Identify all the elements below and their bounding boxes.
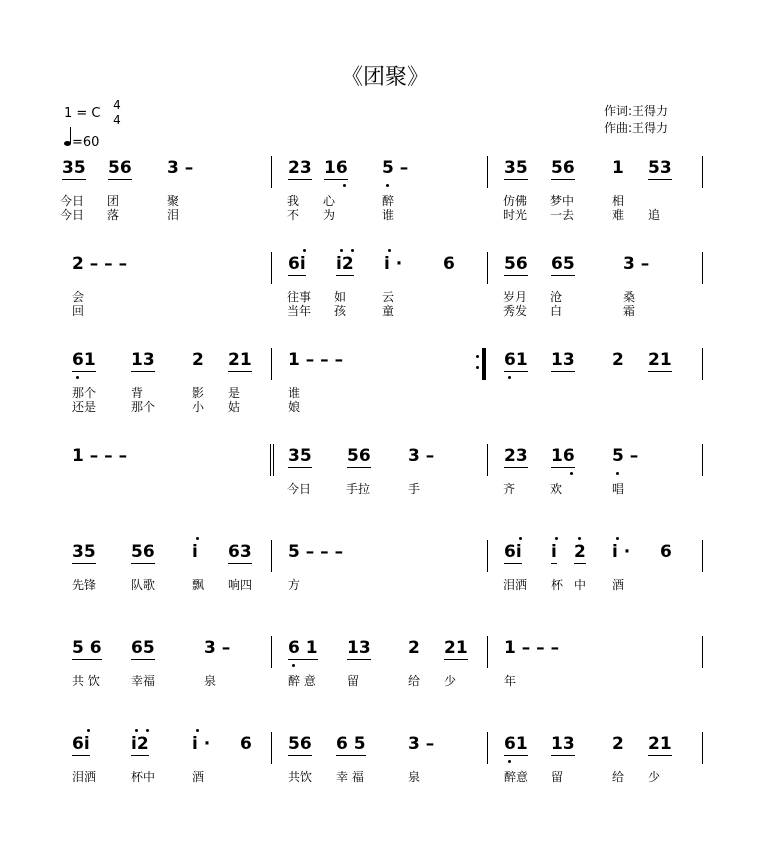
low-octave-dot (343, 184, 346, 187)
lyric: 当年 (287, 304, 312, 318)
lyric: 响四 (228, 578, 253, 592)
lyric: 仿佛 (503, 194, 528, 208)
lyric: 为 (323, 208, 336, 222)
note-group: 16 (551, 446, 575, 466)
lyric: 中 (574, 578, 587, 592)
note-group: i (551, 542, 557, 562)
note-group: 3 – (408, 446, 435, 466)
note-group: 6 1 (288, 638, 318, 658)
note-group: 35 (288, 446, 312, 466)
note-group: 2 (192, 350, 204, 370)
lyric: 共饮 (288, 770, 313, 784)
lyric: 那个 (72, 386, 97, 400)
note-group: 6 5 (336, 734, 366, 754)
note-group: 2 – – – (72, 254, 128, 274)
lyric: 落 (107, 208, 120, 222)
barline (702, 252, 703, 284)
lyric: 留 (551, 770, 564, 784)
high-octave-dot (196, 729, 199, 732)
note-group: 65 (551, 254, 575, 274)
lyric: 给 (408, 674, 421, 688)
lyric: 沧 (550, 290, 563, 304)
lyric: 一去 (550, 208, 575, 222)
lyric: 今日 (287, 482, 312, 496)
note-group: 6i (288, 254, 306, 274)
time-signature (111, 98, 123, 128)
note-group: 3 – (167, 158, 194, 178)
barline (702, 540, 703, 572)
barline (487, 156, 488, 188)
barline (702, 732, 703, 764)
lyric: 会 (72, 290, 85, 304)
lyric: 少 (648, 770, 661, 784)
note-group: 6 (443, 254, 455, 274)
barline (271, 252, 272, 284)
low-octave-dot (616, 472, 619, 475)
note-group: 21 (648, 350, 672, 370)
double-barline (270, 444, 274, 476)
note-group: 5 6 (72, 638, 102, 658)
note-group: 53 (648, 158, 672, 178)
lyric: 岁月 (503, 290, 528, 304)
lyric: 泉 (204, 674, 217, 688)
note-group: 35 (62, 158, 86, 178)
lyric: 先锋 (72, 578, 97, 592)
barline (487, 252, 488, 284)
lyric: 泪 (167, 208, 180, 222)
score-row-2 (0, 254, 770, 318)
lyric: 娘 (288, 400, 301, 414)
lyric: 今日 (60, 194, 85, 208)
barline (487, 540, 488, 572)
lyric: 姑 (228, 400, 241, 414)
note-group: 56 (108, 158, 132, 178)
lyric: 幸 福 (336, 770, 364, 784)
note-group: 35 (72, 542, 96, 562)
lyric: 给 (612, 770, 625, 784)
lyric: 时光 (503, 208, 528, 222)
barline (271, 156, 272, 188)
note-group: i2 (131, 734, 149, 754)
high-octave-dot (135, 729, 138, 732)
lyric: 霜 (623, 304, 636, 318)
lyric: 云 (382, 290, 395, 304)
lyric: 谁 (288, 386, 301, 400)
lyric: 杯中 (131, 770, 156, 784)
note-group: 23 (288, 158, 312, 178)
lyric: 齐 (503, 482, 516, 496)
note-group: 13 (551, 350, 575, 370)
barline (702, 636, 703, 668)
note-group: 6 (660, 542, 672, 562)
lyric: 桑 (623, 290, 636, 304)
barline (487, 732, 488, 764)
lyric: 追 (648, 208, 661, 222)
key-signature: 1 = C (64, 106, 101, 121)
credits (604, 103, 668, 137)
lyric: 相 (612, 194, 625, 208)
score-row-1 (0, 158, 770, 222)
lyric: 团 (107, 194, 120, 208)
composer: 作曲:王得力 (604, 121, 669, 135)
lyric: 少 (444, 674, 457, 688)
note-group: 61 (504, 350, 528, 370)
note-group: 5 – (382, 158, 409, 178)
note-group: i · (612, 542, 631, 562)
note-group: i · (192, 734, 211, 754)
lyric: 秀发 (503, 304, 528, 318)
lyricist: 作词:王得力 (604, 104, 669, 118)
low-octave-dot (292, 664, 295, 667)
barline (271, 348, 272, 380)
barline (487, 444, 488, 476)
note-group: 1 – – – (504, 638, 560, 658)
note-group: 1 (612, 158, 624, 178)
barline (702, 156, 703, 188)
lyric: 留 (347, 674, 360, 688)
high-octave-dot (196, 537, 199, 540)
barline (271, 636, 272, 668)
tempo-value: =60 (72, 135, 100, 150)
note-group: 2 (612, 734, 624, 754)
lyric: 那个 (131, 400, 156, 414)
high-octave-dot (578, 537, 581, 540)
lyric: 年 (504, 674, 517, 688)
time-sig-bottom: 4 (113, 113, 121, 127)
note-group: 13 (347, 638, 371, 658)
lyric: 方 (288, 578, 301, 592)
note-group: 63 (228, 542, 252, 562)
lyric: 手拉 (346, 482, 371, 496)
lyric: 手 (408, 482, 421, 496)
lyric: 心 (323, 194, 336, 208)
high-octave-dot (616, 537, 619, 540)
note-group: 61 (72, 350, 96, 370)
lyric: 飘 (192, 578, 205, 592)
note-group: 6 (240, 734, 252, 754)
note-group: 35 (504, 158, 528, 178)
low-octave-dot (76, 376, 79, 379)
lyric: 回 (72, 304, 85, 318)
note-group: 13 (131, 350, 155, 370)
low-octave-dot (386, 184, 389, 187)
lyric: 谁 (382, 208, 395, 222)
lyric: 酒 (612, 578, 625, 592)
note-group: 56 (288, 734, 312, 754)
note-group: i (192, 542, 198, 562)
note-group: 2 (408, 638, 420, 658)
lyric: 孩 (334, 304, 347, 318)
high-octave-dot (519, 537, 522, 540)
note-group: 6i (72, 734, 90, 754)
note-group: 65 (131, 638, 155, 658)
lyric: 白 (550, 304, 563, 318)
high-octave-dot (351, 249, 354, 252)
score-row-4 (0, 446, 770, 506)
note-group: 3 – (623, 254, 650, 274)
lyric: 不 (287, 208, 300, 222)
lyric: 醉 意 (288, 674, 316, 688)
lyric: 杯 (551, 578, 564, 592)
repeat-dots (476, 355, 479, 377)
lyric: 梦中 (550, 194, 575, 208)
note-group: 16 (324, 158, 348, 178)
lyric: 往事 (287, 290, 312, 304)
lyric: 共 饮 (72, 674, 100, 688)
lyric: 如 (334, 290, 347, 304)
note-group: 21 (228, 350, 252, 370)
lyric: 泉 (408, 770, 421, 784)
lyric: 泪洒 (72, 770, 97, 784)
note-group: 13 (551, 734, 575, 754)
low-octave-dot (570, 472, 573, 475)
lyric: 影 (192, 386, 205, 400)
note-group: 56 (551, 158, 575, 178)
barline (487, 636, 488, 668)
note-group: 2 (612, 350, 624, 370)
lyric: 队歌 (131, 578, 156, 592)
note-group: 3 – (204, 638, 231, 658)
note-group: 3 – (408, 734, 435, 754)
high-octave-dot (146, 729, 149, 732)
lyric: 小 (192, 400, 205, 414)
tempo-marking (64, 126, 99, 150)
high-octave-dot (303, 249, 306, 252)
barline (271, 540, 272, 572)
note-group: 5 – (612, 446, 639, 466)
high-octave-dot (340, 249, 343, 252)
note-group: 2 (574, 542, 586, 562)
note-group: i2 (336, 254, 354, 274)
score-row-6 (0, 638, 770, 698)
note-group: 56 (347, 446, 371, 466)
note-group: 1 – – – (72, 446, 128, 466)
lyric: 幸福 (131, 674, 156, 688)
note-group: 21 (444, 638, 468, 658)
lyric: 童 (382, 304, 395, 318)
high-octave-dot (388, 249, 391, 252)
note-group: 56 (504, 254, 528, 274)
note-group: 6i (504, 542, 522, 562)
barline (702, 348, 703, 380)
low-octave-dot (508, 760, 511, 763)
lyric: 醉意 (504, 770, 529, 784)
song-title: 《团聚》 (340, 65, 429, 90)
barline (271, 732, 272, 764)
note-group: 61 (504, 734, 528, 754)
score-row-3 (0, 350, 770, 414)
note-group: 5 – – – (288, 542, 344, 562)
high-octave-dot (555, 537, 558, 540)
quarter-note-icon (64, 126, 72, 146)
note-group: 1 – – – (288, 350, 344, 370)
lyric: 醉 (382, 194, 395, 208)
lyric: 背 (131, 386, 144, 400)
note-group: 56 (131, 542, 155, 562)
low-octave-dot (508, 376, 511, 379)
high-octave-dot (87, 729, 90, 732)
lyric: 聚 (167, 194, 180, 208)
score-row-7 (0, 734, 770, 794)
repeat-barline (482, 348, 486, 380)
lyric: 是 (228, 386, 241, 400)
lyric: 欢 (550, 482, 563, 496)
time-sig-top: 4 (113, 98, 121, 112)
lyric: 难 (612, 208, 625, 222)
lyric: 酒 (192, 770, 205, 784)
score-row-5 (0, 542, 770, 602)
barline (702, 444, 703, 476)
note-group: i · (384, 254, 403, 274)
note-group: 23 (504, 446, 528, 466)
lyric: 泪洒 (503, 578, 528, 592)
lyric: 唱 (612, 482, 625, 496)
note-group: 21 (648, 734, 672, 754)
lyric: 还是 (72, 400, 97, 414)
lyric: 今日 (60, 208, 85, 222)
lyric: 我 (287, 194, 300, 208)
